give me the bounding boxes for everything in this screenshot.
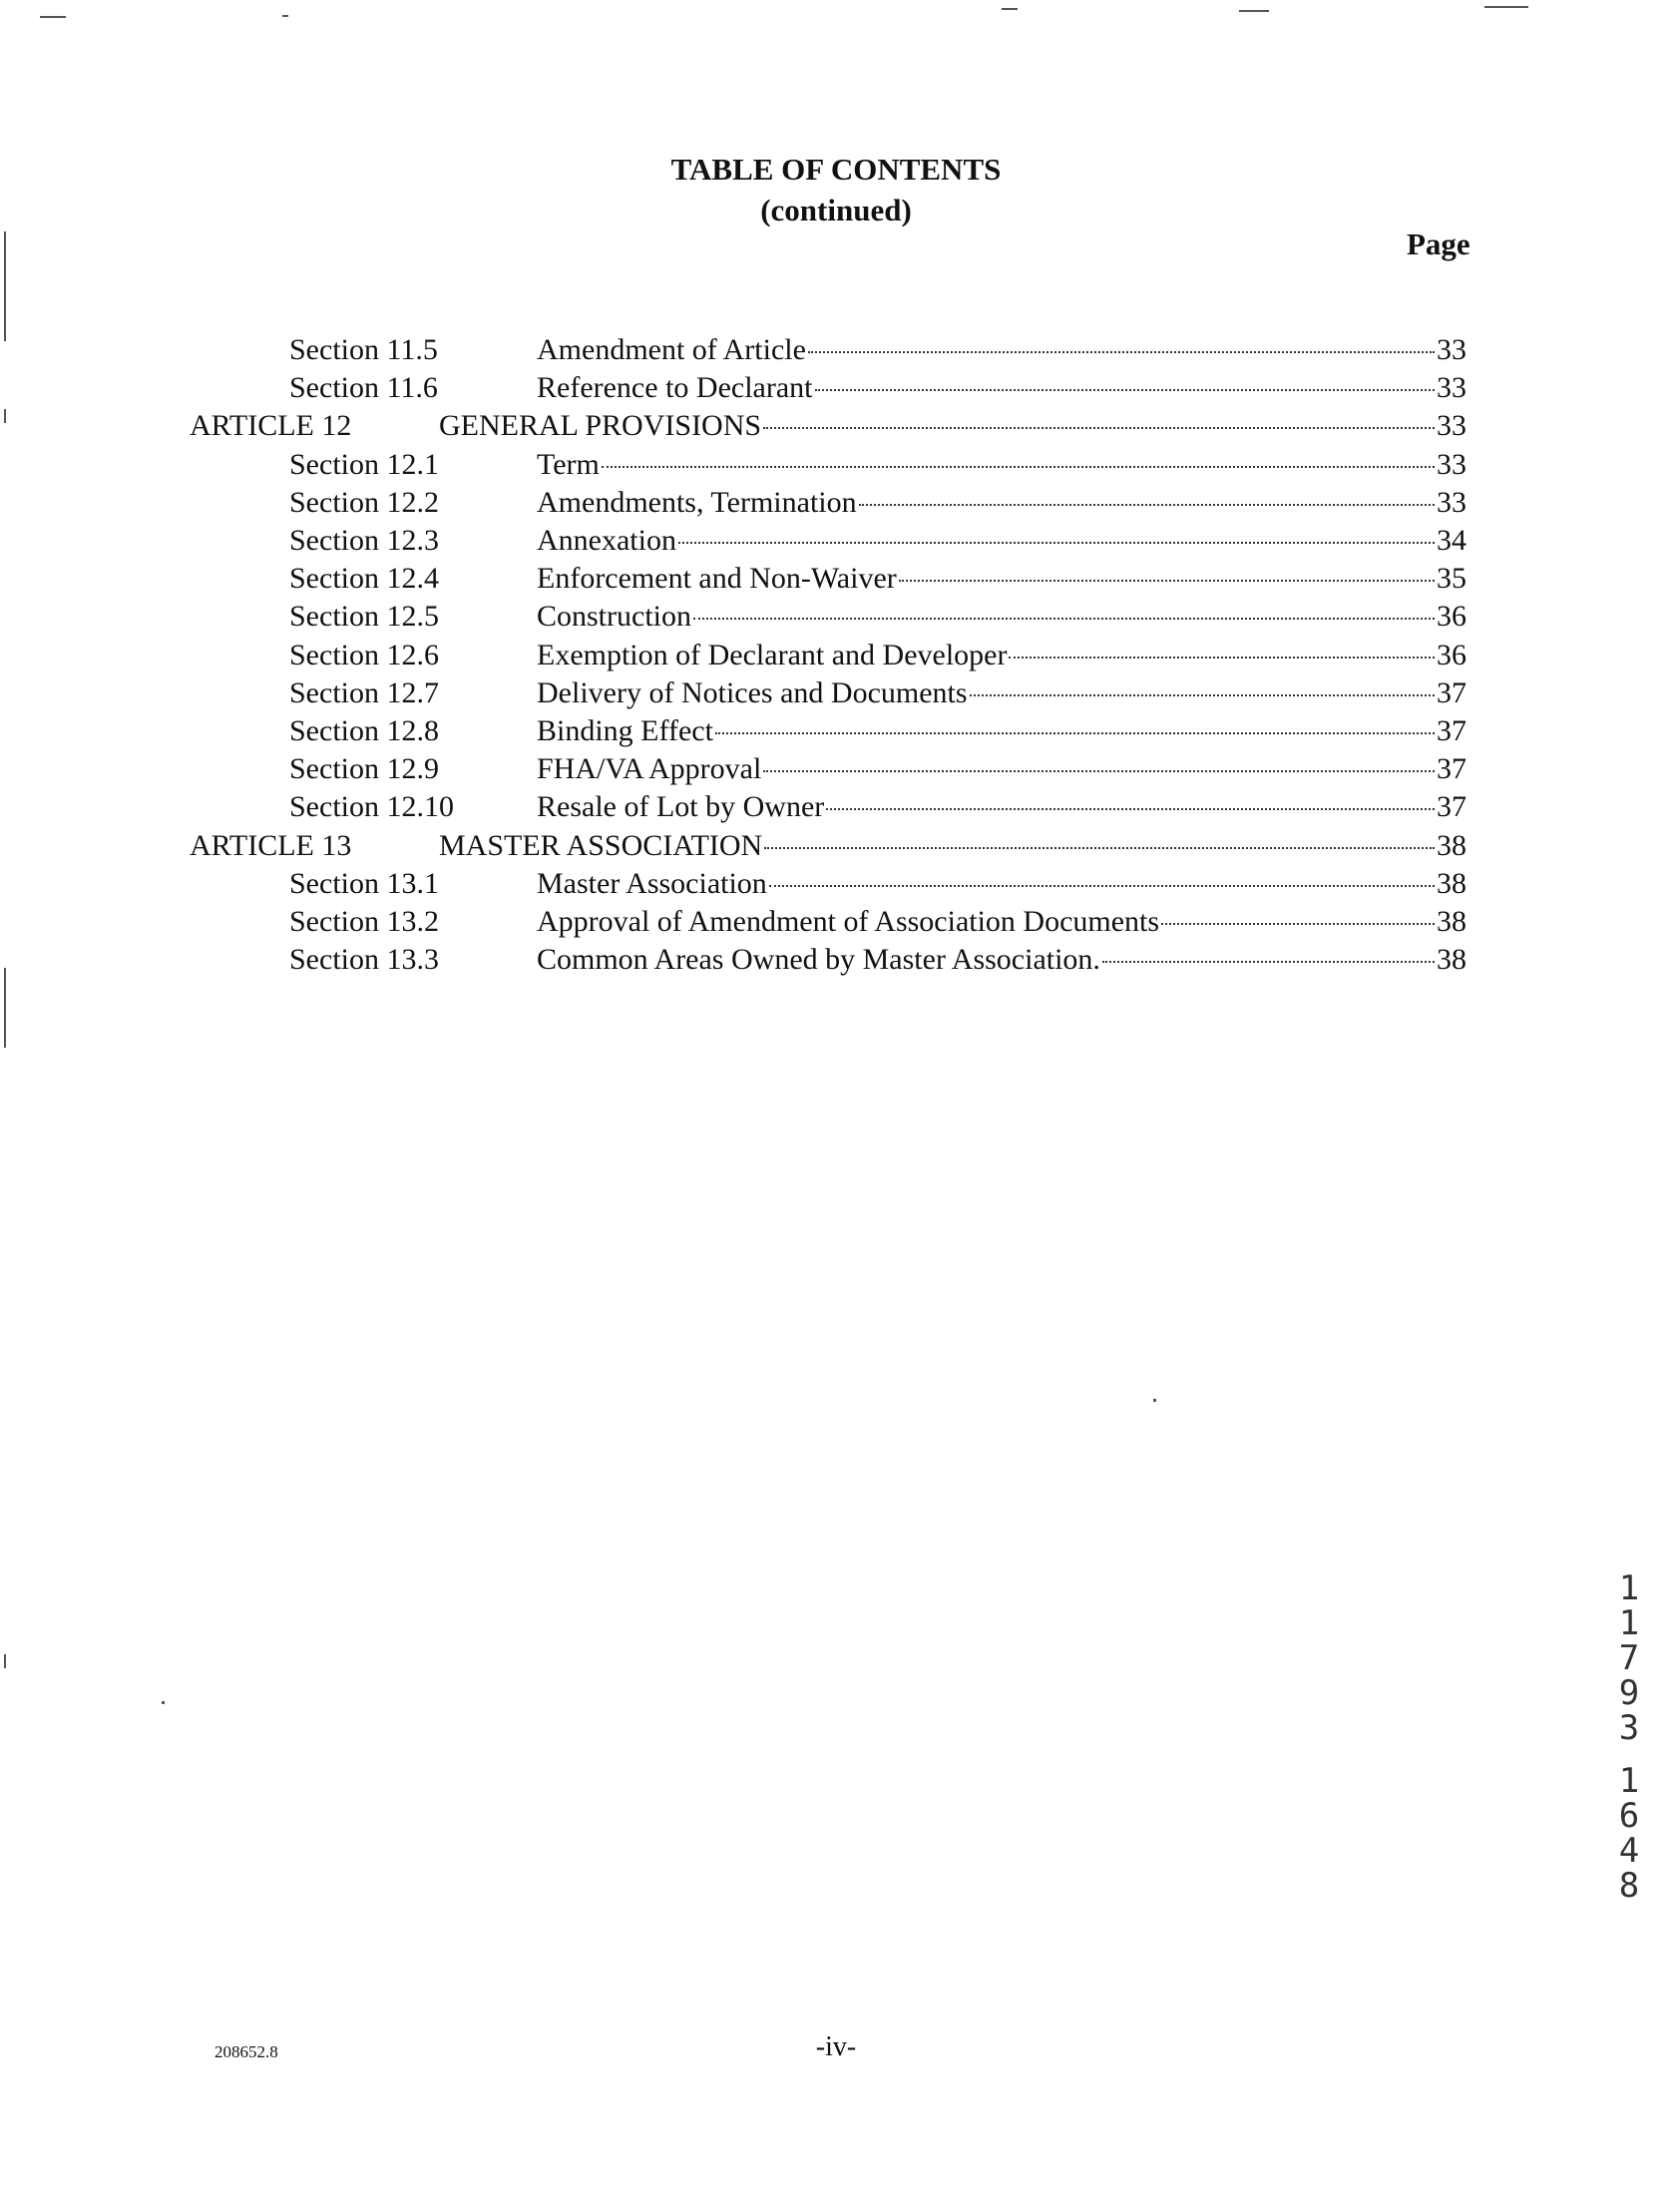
scan-mark — [4, 968, 6, 1048]
toc-entry-number: Section 13.2 — [289, 905, 439, 938]
toc-entry-title: Reference to Declarant — [537, 371, 813, 405]
scan-mark — [40, 16, 66, 18]
toc-entry-page: 38 — [1437, 828, 1466, 862]
toc-section-row — [0, 788, 1672, 826]
toc-section-row — [0, 903, 1672, 941]
dot-leader — [815, 389, 1436, 391]
toc-entry-page: 33 — [1437, 447, 1466, 481]
toc-entry-line — [537, 865, 1466, 903]
stamp-digit: 7 — [1618, 1638, 1640, 1678]
dot-leader — [1102, 961, 1435, 963]
stamp-digit: 9 — [1618, 1673, 1640, 1713]
toc-entry-title: FHA/VA Approval — [537, 752, 762, 786]
toc-entry-number: Section 11.5 — [289, 333, 438, 366]
toc-section-row — [0, 369, 1672, 407]
toc-entry-title: GENERAL PROVISIONS — [439, 409, 762, 443]
dot-leader — [859, 504, 1435, 506]
toc-entry-title: Term — [537, 447, 600, 481]
dot-leader — [602, 466, 1435, 468]
toc-entry-page: 38 — [1437, 943, 1466, 977]
scan-mark — [4, 231, 6, 341]
stamp-digit: 6 — [1618, 1796, 1640, 1836]
toc-entry-page: 38 — [1437, 866, 1466, 900]
stamp-digit: 1 — [1618, 1603, 1640, 1643]
toc-entry-title: Construction — [537, 600, 691, 634]
toc-entry-line — [537, 369, 1466, 407]
scan-mark — [1239, 10, 1269, 12]
toc-entry-number: Section 12.5 — [289, 600, 439, 634]
dot-leader — [693, 618, 1435, 620]
toc-entry-line — [537, 331, 1466, 369]
toc-entry-line — [537, 712, 1466, 750]
toc-entry-line — [537, 903, 1466, 941]
toc-entry-title: Exemption of Declarant and Developer — [537, 638, 1008, 671]
toc-entry-number: Section 12.7 — [289, 675, 439, 709]
toc-entry-title: Amendment of Article — [537, 333, 806, 366]
stamp-digit: 4 — [1618, 1831, 1640, 1871]
toc-section-row — [0, 674, 1672, 712]
toc-entry-number: ARTICLE 12 — [190, 409, 352, 443]
toc-entry-title: Resale of Lot by Owner — [537, 790, 825, 824]
toc-entry-number: Section 13.1 — [289, 866, 439, 900]
toc-section-row — [0, 637, 1672, 674]
toc-entry-page: 38 — [1437, 905, 1466, 938]
toc-section-row — [0, 712, 1672, 750]
toc-entry-line — [537, 750, 1466, 788]
toc-section-row — [0, 560, 1672, 598]
scan-mark — [162, 1701, 165, 1704]
toc-entry-page: 37 — [1437, 752, 1466, 786]
dot-leader — [1009, 657, 1435, 659]
toc-article-row — [0, 407, 1672, 445]
toc-entry-line — [537, 522, 1466, 560]
toc-entry-line — [537, 674, 1466, 712]
dot-leader — [1161, 923, 1435, 925]
dot-leader — [763, 427, 1435, 429]
stamp-digit: 1 — [1618, 1568, 1640, 1608]
toc-entry-title: MASTER ASSOCIATION — [439, 828, 763, 862]
toc-entry-line — [537, 484, 1466, 522]
toc-section-row — [0, 941, 1672, 979]
recording-stamp-top — [1609, 1568, 1649, 1748]
scan-mark — [4, 1654, 6, 1668]
stamp-digit: 3 — [1618, 1708, 1640, 1748]
scan-mark — [1484, 6, 1528, 8]
toc-entry-page: 37 — [1437, 675, 1466, 709]
toc-entry-number: Section 12.10 — [289, 790, 454, 824]
toc-section-row — [0, 331, 1672, 369]
dot-leader — [899, 580, 1435, 582]
toc-entry-line — [537, 637, 1466, 674]
toc-entry-line — [439, 827, 1466, 865]
page-number: -iv- — [815, 2031, 857, 2062]
toc-entry-line — [439, 407, 1466, 445]
dot-leader — [970, 694, 1435, 696]
toc-entry-title: Delivery of Notices and Documents — [537, 675, 968, 709]
toc-entry-title: Amendments, Termination — [537, 485, 857, 519]
stamp-digit: 1 — [1618, 1761, 1640, 1801]
scan-mark — [1002, 8, 1018, 10]
document-id: 208652.8 — [214, 2042, 278, 2061]
toc-entry-line — [537, 446, 1466, 484]
toc-entry-number: Section 12.4 — [289, 562, 439, 596]
toc-entry-line — [537, 598, 1466, 636]
toc-entry-number: Section 11.6 — [289, 371, 438, 405]
toc-entry-number: Section 12.3 — [289, 524, 439, 557]
toc-entry-number: Section 12.6 — [289, 638, 439, 671]
toc-entry-page: 34 — [1437, 524, 1466, 557]
toc-entry-line — [537, 788, 1466, 826]
toc-section-row — [0, 750, 1672, 788]
toc-section-row — [0, 598, 1672, 636]
toc-entry-page: 36 — [1437, 600, 1466, 634]
recording-stamp-bottom — [1609, 1761, 1649, 1906]
toc-entry-number: ARTICLE 13 — [190, 828, 352, 862]
toc-entry-page: 33 — [1437, 333, 1466, 366]
toc-entry-title: Binding Effect — [537, 714, 713, 747]
dot-leader — [715, 732, 1435, 734]
dot-leader — [769, 885, 1435, 887]
toc-section-row — [0, 522, 1672, 560]
toc-entry-title: Annexation — [537, 524, 676, 557]
toc-entry-page: 33 — [1437, 409, 1466, 443]
toc-entry-number: Section 12.8 — [289, 714, 439, 747]
toc-entry-number: Section 12.2 — [289, 485, 439, 519]
toc-entry-number: Section 12.9 — [289, 752, 439, 786]
toc-entry-title: Master Association — [537, 866, 767, 900]
toc-entry-number: Section 12.1 — [289, 447, 439, 481]
dot-leader — [763, 770, 1435, 772]
toc-section-row — [0, 865, 1672, 903]
toc-entry-page: 33 — [1437, 371, 1466, 405]
toc-entry-line — [537, 560, 1466, 598]
page-column-label: Page — [1407, 226, 1470, 261]
dot-leader — [678, 542, 1435, 544]
toc-entry-line — [537, 941, 1466, 979]
toc-subtitle: (continued) — [760, 193, 912, 227]
stamp-digit: 8 — [1618, 1866, 1640, 1906]
toc-section-row — [0, 484, 1672, 522]
dot-leader — [764, 847, 1435, 849]
scan-mark — [4, 409, 6, 423]
toc-entry-number: Section 13.3 — [289, 943, 439, 977]
toc-section-row — [0, 446, 1672, 484]
dot-leader — [808, 351, 1435, 353]
toc-entry-page: 36 — [1437, 638, 1466, 671]
scan-mark — [282, 15, 288, 17]
dot-leader — [826, 808, 1435, 810]
toc-title: TABLE OF CONTENTS — [670, 152, 1002, 187]
toc-entry-page: 37 — [1437, 714, 1466, 747]
toc-entry-title: Approval of Amendment of Association Documents — [537, 905, 1160, 938]
toc-entry-title: Enforcement and Non-Waiver — [537, 562, 897, 596]
toc-article-row — [0, 827, 1672, 865]
toc-entry-page: 33 — [1437, 485, 1466, 519]
toc-entry-page: 37 — [1437, 790, 1466, 824]
scan-mark — [1153, 1399, 1156, 1402]
toc-entry-page: 35 — [1437, 562, 1466, 596]
toc-entry-title: Common Areas Owned by Master Association. — [537, 943, 1100, 977]
